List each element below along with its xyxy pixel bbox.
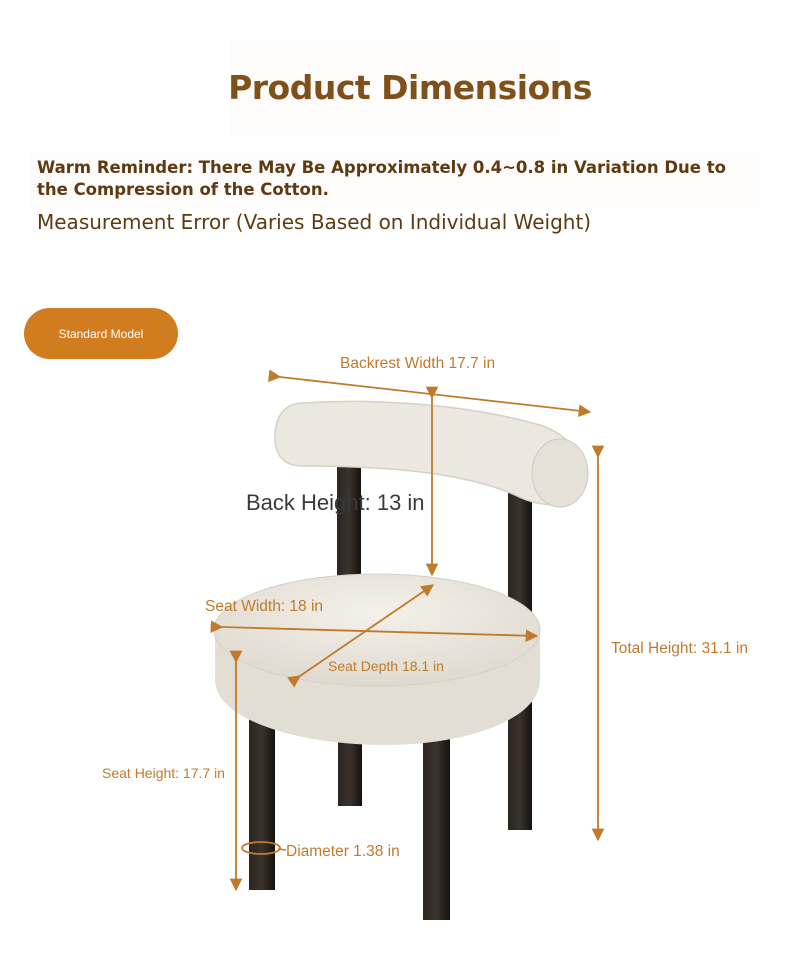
warm-reminder-text: Warm Reminder: There May Be Approximately 0.4~0.8 in Variation Due to the Compression of the Cotton. xyxy=(37,158,726,199)
diameter-label: Diameter 1.38 in xyxy=(286,843,400,860)
front-right-leg xyxy=(423,715,450,920)
page-title: Product Dimensions xyxy=(228,68,592,107)
measurement-error-text: Measurement Error (Varies Based on Individual Weight) xyxy=(37,210,592,234)
backrest-width-label: Backrest Width 17.7 in xyxy=(340,355,496,372)
seat-depth-label: Seat Depth 18.1 in xyxy=(328,658,444,674)
seat-height-label: Seat Height: 17.7 in xyxy=(102,765,225,781)
backrest-end-cap xyxy=(532,439,588,507)
standard-model-label: Standard Model xyxy=(58,326,144,341)
total-height-label: Total Height: 31.1 in xyxy=(611,640,749,657)
back-height-label: Back Height: 13 in xyxy=(246,490,425,515)
seat-width-label: Seat Width: 18 in xyxy=(205,598,324,615)
diameter-pointer xyxy=(278,849,286,850)
